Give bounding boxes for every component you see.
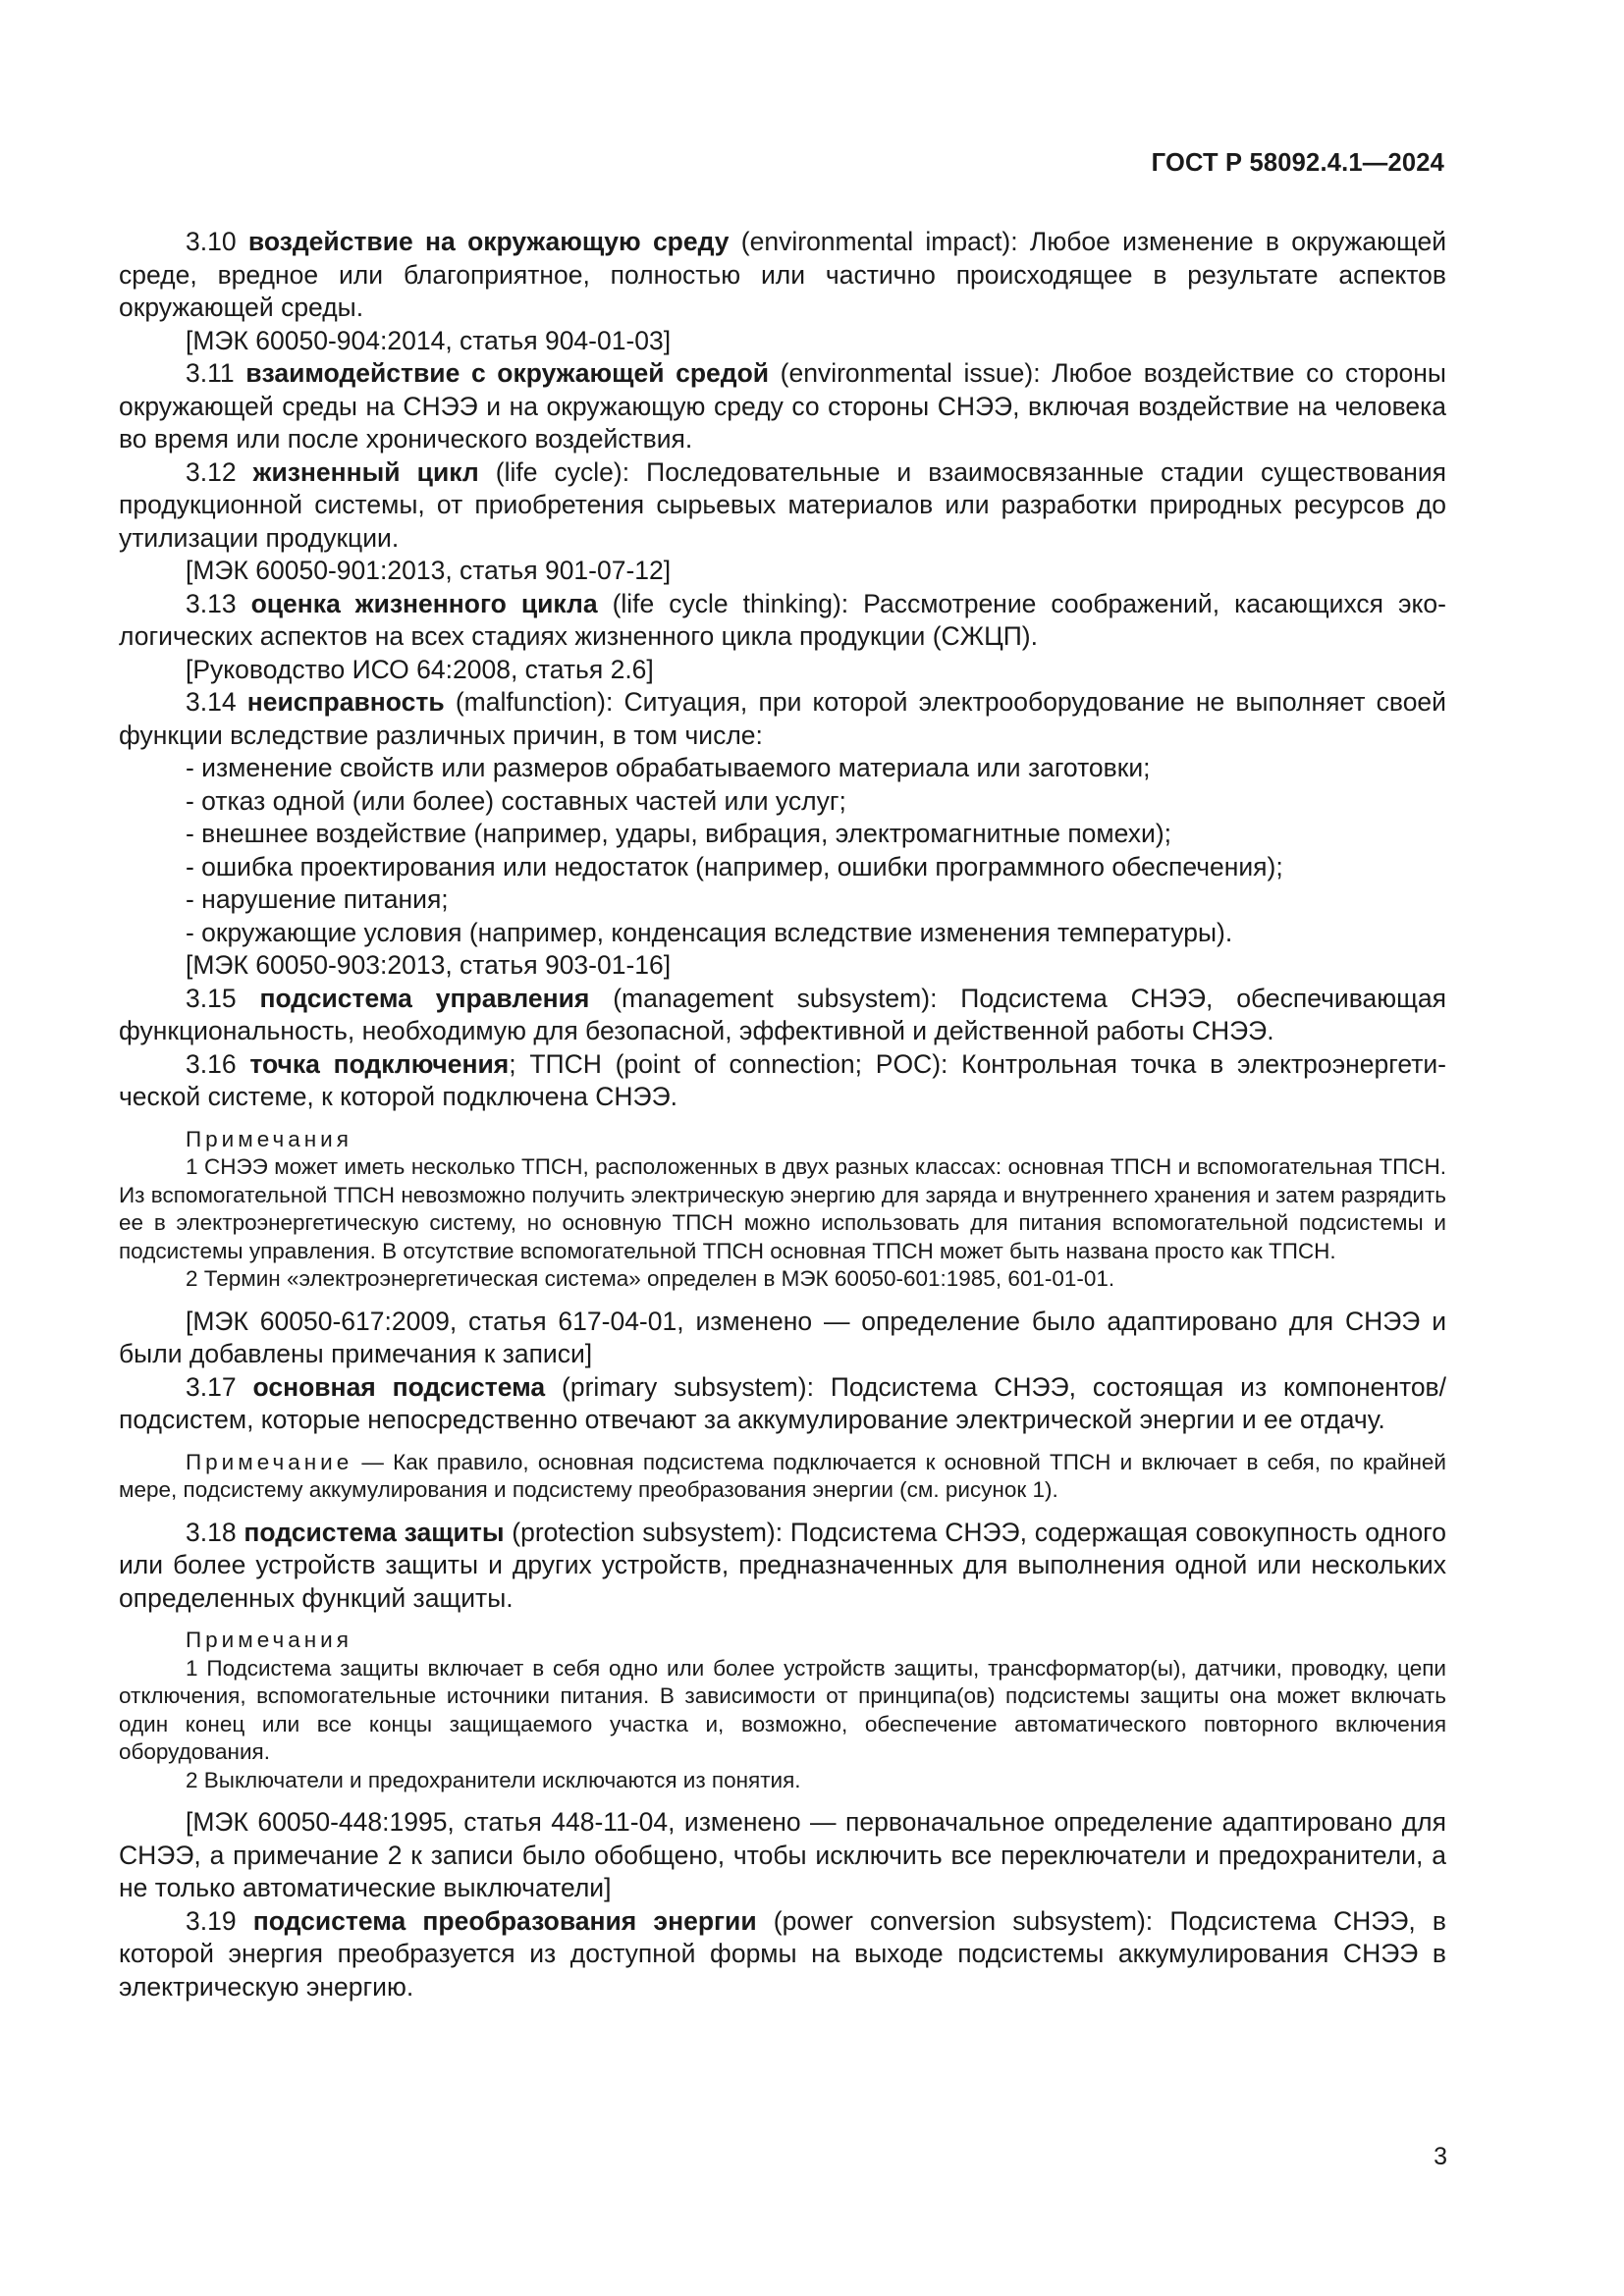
note-item: 2 Термин «электроэнергетическая система» определен в МЭК 60050-601:1985, 601-01-01. [186, 1266, 1115, 1291]
reference: [МЭК 60050-901:2013, статья 901-07-12] [186, 556, 672, 585]
list-item: - нарушение питания; [186, 884, 449, 914]
notes-block [119, 1126, 1446, 1294]
term-title: подсистема преобразования энергии [252, 1905, 757, 1936]
note-label: Примечание [186, 1449, 353, 1474]
term-title: основная подсистема [252, 1371, 546, 1402]
term-3-14: 3.14 неисправность (malfunction): Ситуация, при которой электрооборудование не выполняет своей функции вследствие различных причин, в том числе: [119, 687, 1446, 750]
reference: [МЭК 60050-617:2009, статья 617-04-01, изменено — определение было адаптировано для СНЭЭ и были добавлены примечания к записи] [119, 1306, 1446, 1368]
term-3-16: 3.16 точка подключения; ТПСН (point of connection; POC): Контрольная точка в электроэнергетической системе, к которой подключена СНЭЭ. [119, 1048, 1446, 1111]
term-title: подсистема защиты [244, 1517, 505, 1547]
note-item: 1 Подсистема защиты включает в себя одно или более устройств защиты, трансформатор(ы), датчики, проводку, цепи отключения, вспомогательные источники питания. В зависимости от принципа(ов) подсистемы защиты она может включать один конец или все концы защищаемого участка и, возможно, обеспечение автоматического повторного включения оборудования. [119, 1655, 1446, 1764]
term-3-10: 3.10 воздействие на окружающую среду (environmental impact): Любое изменение в окружающей среде, вредное или благоприятное, полностью или частично происходящее в результате аспектов окружающей среды. [119, 227, 1446, 322]
list-item: - окружающие условия (например, конденсация вследствие изменения температуры). [186, 917, 1233, 947]
term-title: оценка жизненного цикла [250, 588, 598, 618]
term-title: точка подключения [249, 1048, 510, 1079]
term-3-13: 3.13 оценка жизненного цикла (life cycle thinking): Рассмотрение соображений, касающихся экологических аспектов на всех стадиях жизненного цикла продукции (СЖЦП). [119, 588, 1446, 651]
reference: [МЭК 60050-448:1995, статья 448-11-04, изменено — первоначальное определение адаптировано для СНЭЭ, а примечание 2 к записи было обобщено, чтобы исключить все переключатели и предохранители, а не только автоматические выключатели] [119, 1807, 1446, 1902]
reference: [МЭК 60050-903:2013, статья 903-01-16] [186, 950, 672, 980]
term-3-11: 3.11 взаимодействие с окружающей средой (environmental issue): Любое воздействие со стороны окружающей среды на СНЭЭ и на окружающую среду со стороны СНЭЭ, включая воздействие на человека во время или после хронического воздействия. [119, 358, 1446, 454]
term-title: воздействие на окружающую среду [247, 227, 730, 256]
note-text: — Как правило, основная подсистема подключается к основной ТПСН и включает в себя, по крайней мере, подсистему аккумулирования и подсистему преобразования энергии (см. рисунок 1). [119, 1449, 1446, 1502]
note-item: 2 Выключатели и предохранители исключаются из понятия. [186, 1767, 801, 1792]
term-title: жизненный цикл [252, 456, 479, 487]
term-3-17: 3.17 основная подсистема (primary subsystem): Подсистема СНЭЭ, состоящая из компонентов/подсистем, которые непосредственно отвечают за аккумулирование электрической энергии и ее отдачу. [119, 1371, 1446, 1434]
list-item: - изменение свойств или размеров обрабатываемого материала или заготовки; [186, 753, 1151, 782]
notes-title: Примечания [186, 1628, 352, 1652]
document-body [119, 226, 1446, 2003]
term-3-18: 3.18 подсистема защиты (protection subsystem): Подсистема СНЭЭ, содержащая совокупность одного или более устройств защиты и других устройств, предназначенных для выполнения одной или нескольких определенных функций защиты. [119, 1517, 1446, 1613]
term-3-15: 3.15 подсистема управления (management subsystem): Подсистема СНЭЭ, обеспечивающая функциональность, необходимую для безопасной, эффективной и действенной работы СНЭЭ. [119, 983, 1446, 1045]
term-title: неисправность [246, 687, 445, 717]
reference: [МЭК 60050-904:2014, статья 904-01-03] [186, 325, 672, 355]
reference: [Руководство ИСО 64:2008, статья 2.6] [186, 654, 654, 684]
list-item: - отказ одной (или более) составных частей или услуг; [186, 785, 846, 816]
notes-title: Примечания [186, 1126, 352, 1151]
term-3-19: 3.19 подсистема преобразования энергии (power conversion subsystem): Подсистема СНЭЭ, в которой энергия преобразуется из доступной формы на выходе подсистемы аккумулирования СНЭЭ в электрическую энергию. [119, 1905, 1446, 2002]
note-item: 1 СНЭЭ может иметь несколько ТПСН, расположенных в двух разных классах: основная ТПСН и вспомогательная ТПСН. Из вспомогательной ТПСН невозможно получить электрическую энергию для заряда и внутреннего хранения и затем разрядить ее в электроэнергетическую систему, но основную ТПСН можно использовать для питания вспомогательной подсистемы и подсистемы управления. В отсутствие вспомогательной ТПСН основная ТПСН может быть названа просто как ТПСН. [119, 1154, 1446, 1263]
notes-block [119, 1627, 1446, 1794]
list-item: - внешнее воздействие (например, удары, вибрация, электромагнитные помехи); [186, 819, 1172, 848]
page-number: 3 [1434, 2143, 1447, 2170]
term-title: взаимодействие с окружающей средой [245, 358, 770, 388]
list-item: - ошибка проектирования или недостаток (например, ошибки программного обеспечения); [186, 851, 1283, 881]
document-code-header: ГОСТ Р 58092.4.1—2024 [1151, 149, 1444, 177]
term-title: подсистема управления [259, 983, 590, 1013]
term-3-12: 3.12 жизненный цикл (life cycle): Последовательные и взаимосвязанные стадии существования продукционной системы, от приобретения сырьевых материалов или разработки природных ресурсов до утилизации продукции. [119, 456, 1446, 553]
note-block [119, 1449, 1446, 1505]
